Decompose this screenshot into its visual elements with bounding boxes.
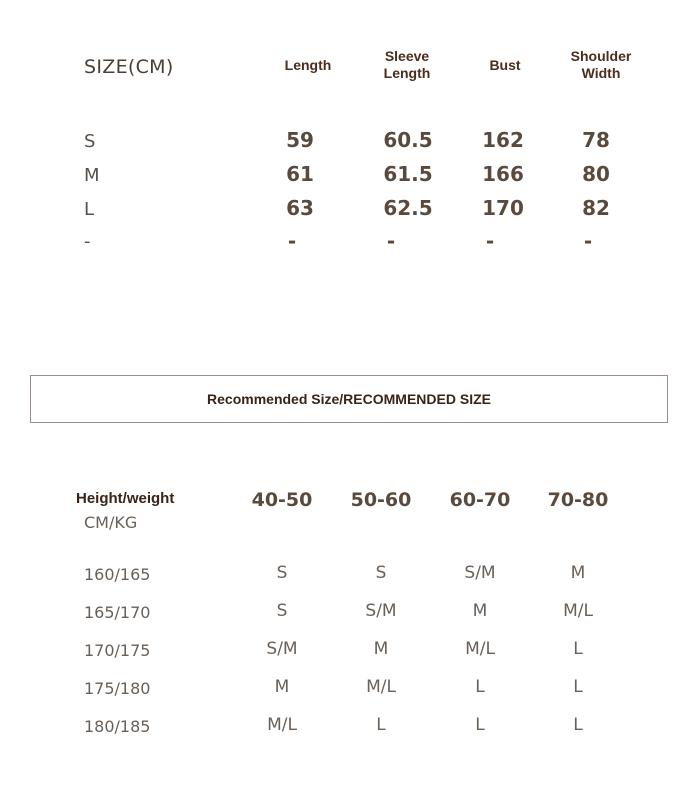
weight-range-header: 70-80 [547, 489, 609, 511]
size-cell: 62.5 [383, 196, 433, 220]
size-row-label: M [84, 165, 100, 186]
recommended-cell: L [573, 715, 583, 735]
recommended-cell: M/L [563, 601, 593, 621]
recommended-cell: M [570, 563, 586, 583]
recommended-cell: L [475, 715, 485, 735]
size-cell: 80 [582, 162, 610, 186]
recommended-cell: S/M [266, 639, 298, 659]
header-shoulder-width: Shoulder Width [570, 48, 632, 81]
recommended-cell: L [573, 639, 583, 659]
recommended-cell: L [573, 677, 583, 697]
recommended-size-title: Recommended Size/RECOMMENDED SIZE [207, 391, 491, 407]
size-cell: 170 [482, 196, 524, 220]
header-length: Length [284, 57, 332, 73]
height-row-label: 160/165 [84, 565, 151, 584]
size-row-label: - [84, 231, 91, 252]
size-cell: 82 [582, 196, 610, 220]
recommended-cell: S [276, 563, 288, 583]
recommended-cell: M [274, 677, 290, 697]
header-sleeve-length: Sleeve Length [383, 48, 431, 81]
weight-range-header: 40-50 [251, 489, 313, 511]
height-row-label: 170/175 [84, 641, 151, 660]
size-cell: - [485, 229, 495, 253]
header-bust: Bust [489, 57, 521, 73]
weight-range-header: 50-60 [350, 489, 412, 511]
size-cell: 162 [482, 128, 524, 152]
size-row-label: L [84, 199, 95, 220]
recommended-cell: S [276, 601, 288, 621]
size-cell: 61.5 [383, 162, 433, 186]
recommended-cell: M [472, 601, 488, 621]
height-row-label: 165/170 [84, 603, 151, 622]
recommended-cell: M [373, 639, 389, 659]
height-weight-unit: CM/KG [84, 513, 138, 532]
size-row-label: S [84, 131, 96, 152]
recommended-cell: S/M [365, 601, 397, 621]
recommended-size-banner [30, 375, 668, 423]
weight-range-header: 60-70 [449, 489, 511, 511]
recommended-cell: L [376, 715, 386, 735]
recommended-cell: M/L [465, 639, 495, 659]
height-row-label: 180/185 [84, 717, 151, 736]
recommended-cell: S [375, 563, 387, 583]
recommended-cell: M/L [267, 715, 297, 735]
size-cell: 78 [582, 128, 610, 152]
size-cell: - [386, 229, 396, 253]
size-cell: 60.5 [383, 128, 433, 152]
height-row-label: 175/180 [84, 679, 151, 698]
size-cell: - [583, 229, 593, 253]
height-weight-header: Height/weight [76, 490, 175, 507]
size-cell: 61 [286, 162, 314, 186]
recommended-cell: L [475, 677, 485, 697]
recommended-cell: S/M [464, 563, 496, 583]
size-cell: 166 [482, 162, 524, 186]
size-chart-title: SIZE(CM) [84, 56, 174, 78]
recommended-cell: M/L [366, 677, 396, 697]
size-cell: 59 [286, 128, 314, 152]
size-cell: 63 [286, 196, 314, 220]
size-cell: - [287, 229, 297, 253]
